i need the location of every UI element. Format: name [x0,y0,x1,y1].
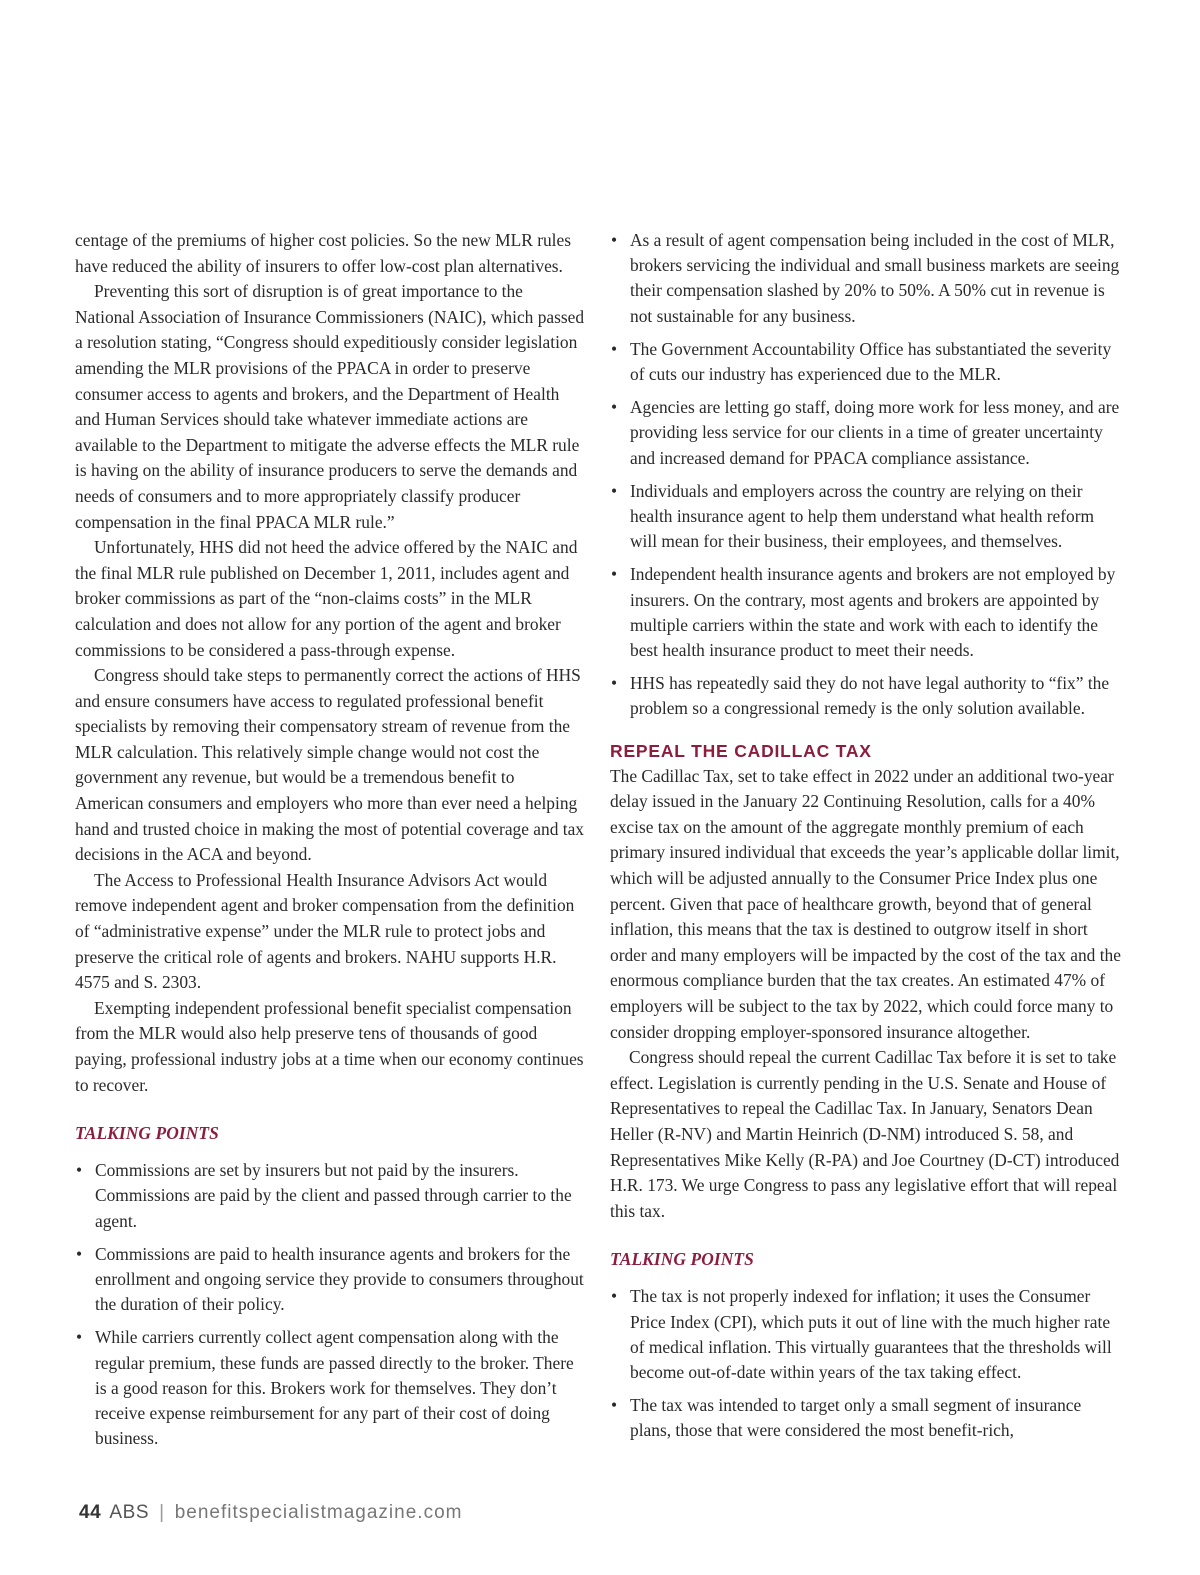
list-item [610,562,1122,663]
list-item [610,671,1122,721]
list-item [75,1242,586,1318]
list-item [610,1284,1122,1385]
talking-points-list [610,1284,1122,1443]
list-item [75,1158,586,1234]
section-heading: REPEAL THE CADILLAC TAX [610,740,872,761]
talking-points-heading: TALKING POINTS [75,1123,219,1144]
body-paragraph: centage of the premiums of higher cost policies. So the new MLR rules have reduced the ability of insurers to offer low-cost plan alternatives. [75,230,571,276]
list-item-text: The tax was intended to target only a small segment of insurance plans, those that were considered the most benefit-rich, [630,1395,1082,1441]
list-item-text: While carriers currently collect agent compensation along with the regular premium, these funds are passed directly to the broker. There is a good reason for this. Brokers work for themselves. They don’t receive expense reimbursement for any part of their cost of doing business. [95,1327,574,1449]
footer-separator: | [159,1502,165,1523]
list-item-text: The tax is not properly indexed for inflation; it uses the Consumer Price Index (CPI), which puts it out of line with the much higher rate of medical inflation. This virtually guarantees that the thresholds will become out-of-date within years of the tax taking effect. [630,1286,1112,1382]
list-item-text: Independent health insurance agents and brokers are not employed by insurers. On the contrary, most agents and brokers are appointed by multiple carriers within the state and work with each to identify the best health insurance product to meet their needs. [630,564,1116,661]
bullet-icon: • [611,564,618,585]
list-item-text: As a result of agent compensation being included in the cost of MLR, brokers servicing the individual and small business markets are seeing their compensation slashed by 20% to 50%. A 50% cut in revenue is not sustainable for any business. [630,230,1120,326]
list-item-text: HHS has repeatedly said they do not have legal authority to “fix” the problem so a congressional remedy is the only solution available. [630,673,1110,719]
talking-points-list [75,1158,586,1451]
list-item [610,228,1122,329]
body-paragraph: Preventing this sort of disruption is of great importance to the National Association of Insurance Commissioners (NAIC), which passed a resolution stating, “Congress should expeditiously consider legislation amending the MLR provisions of the PPACA in order to preserve consumer access to agents and brokers, and the Department of Health and Human Services should take whatever immediate actions are available to the Department to mitigate the adverse effects the MLR rule is having on the ability of insurance producers to serve the demands and needs of consumers and to more appropriately classify producer compensation in the final PPACA MLR rule.” [75,281,585,532]
bullet-icon: • [611,338,618,359]
body-paragraph: The Cadillac Tax, set to take effect in 2022 under an additional two-year delay issued in the January 22 Continuing Resolution, calls for a 40% excise tax on the amount of the aggregate monthly premium of each primary insured individual that exceeds the year’s applicable dollar limit, which will be adjusted annually to the Consumer Price Index plus one percent. Given that pace of healthcare growth, beyond that of general inflation, this means that the tax is destined to outgrow itself in short order and many employers will be impacted by the cost of the tax and the enormous compliance burden that the tax creates. An estimated 47% of employers will be subject to the tax by 2022, which could force many to consider dropping employer-sponsored insurance altogether. [610,765,1121,1042]
list-item-text: The Government Accountability Office has substantiated the severity of cuts our industry has experienced due to the MLR. [630,338,1112,385]
bullet-icon: • [76,1243,83,1264]
bullet-icon: • [76,1160,83,1181]
bullet-icon: • [611,397,618,418]
list-item [610,395,1122,471]
body-paragraph: The Access to Professional Health Insurance Advisors Act would remove independent agent and broker compensation from the definition of “administrative expense” under the MLR rule to protect jobs and preserve the critical role of agents and brokers. NAHU supports H.R. 4575 and S. 2303. [75,869,575,993]
bullet-icon: • [611,480,618,501]
list-item [610,1393,1122,1443]
website-link[interactable]: benefitspecialistmagazine.com [174,1502,463,1523]
page-number: 44 [79,1502,102,1523]
page-footer [79,1502,462,1524]
right-column [610,228,1122,1452]
list-item [610,479,1122,555]
bullet-icon: • [611,1395,618,1416]
body-paragraph: Exempting independent professional benefit specialist compensation from the MLR would also help preserve tens of thousands of good paying, professional industry jobs at a time when our economy continues to recover. [75,997,584,1095]
list-item [610,337,1122,387]
bullet-icon: • [611,1286,618,1307]
bullet-icon: • [611,230,618,250]
body-paragraph: Unfortunately, HHS did not heed the advice offered by the NAIC and the final MLR rule published on December 1, 2011, includes agent and broker commissions as part of the “non-claims costs” in the MLR calculation and does not allow for any portion of the agent and broker commissions to be considered a pass-through expense. [75,537,578,660]
publication-name: ABS [109,1502,150,1523]
list-item-text: Individuals and employers across the country are relying on their health insurance agent to help them understand what health reform will mean for their business, their employees, and themselves. [630,480,1095,552]
list-item-text: Agencies are letting go staff, doing more work for less money, and are providing less service for our clients in a time of greater uncertainty and increased demand for PPACA compliance assistance. [630,397,1120,468]
body-paragraph: Congress should repeal the current Cadillac Tax before it is set to take effect. Legislation is currently pending in the U.S. Senate and House of Representatives to repeal the Cadillac Tax. In January, Senators Dean Heller (R-NV) and Martin Heinrich (D-NM) introduced S. 58, and Representatives Mike Kelly (R-PA) and Joe Courtney (D-CT) introduced H.R. 173. We urge Congress to pass any legislative effort that will repeal this tax. [610,1047,1120,1221]
bullet-list [610,228,1122,722]
list-item [75,1325,586,1451]
list-item-text: Commissions are paid to health insurance agents and brokers for the enrollment and ongoing service they provide to consumers throughout the duration of their policy. [95,1243,584,1315]
list-item-text: Commissions are set by insurers but not paid by the insurers. Commissions are paid by the client and passed through carrier to the agent. [95,1160,572,1231]
talking-points-heading: TALKING POINTS [610,1249,754,1270]
left-column [75,228,586,1459]
bullet-icon: • [76,1327,83,1348]
body-paragraph: Congress should take steps to permanently correct the actions of HHS and ensure consumers have access to regulated professional benefit specialists by removing their compensatory stream of revenue from the MLR calculation. This relatively simple change would not cost the government any revenue, but would be a tremendous benefit to American consumers and employers who more than ever need a helping hand and trusted choice in making the most of potential coverage and tax decisions in the ACA and beyond. [75,665,584,865]
bullet-icon: • [611,673,618,694]
